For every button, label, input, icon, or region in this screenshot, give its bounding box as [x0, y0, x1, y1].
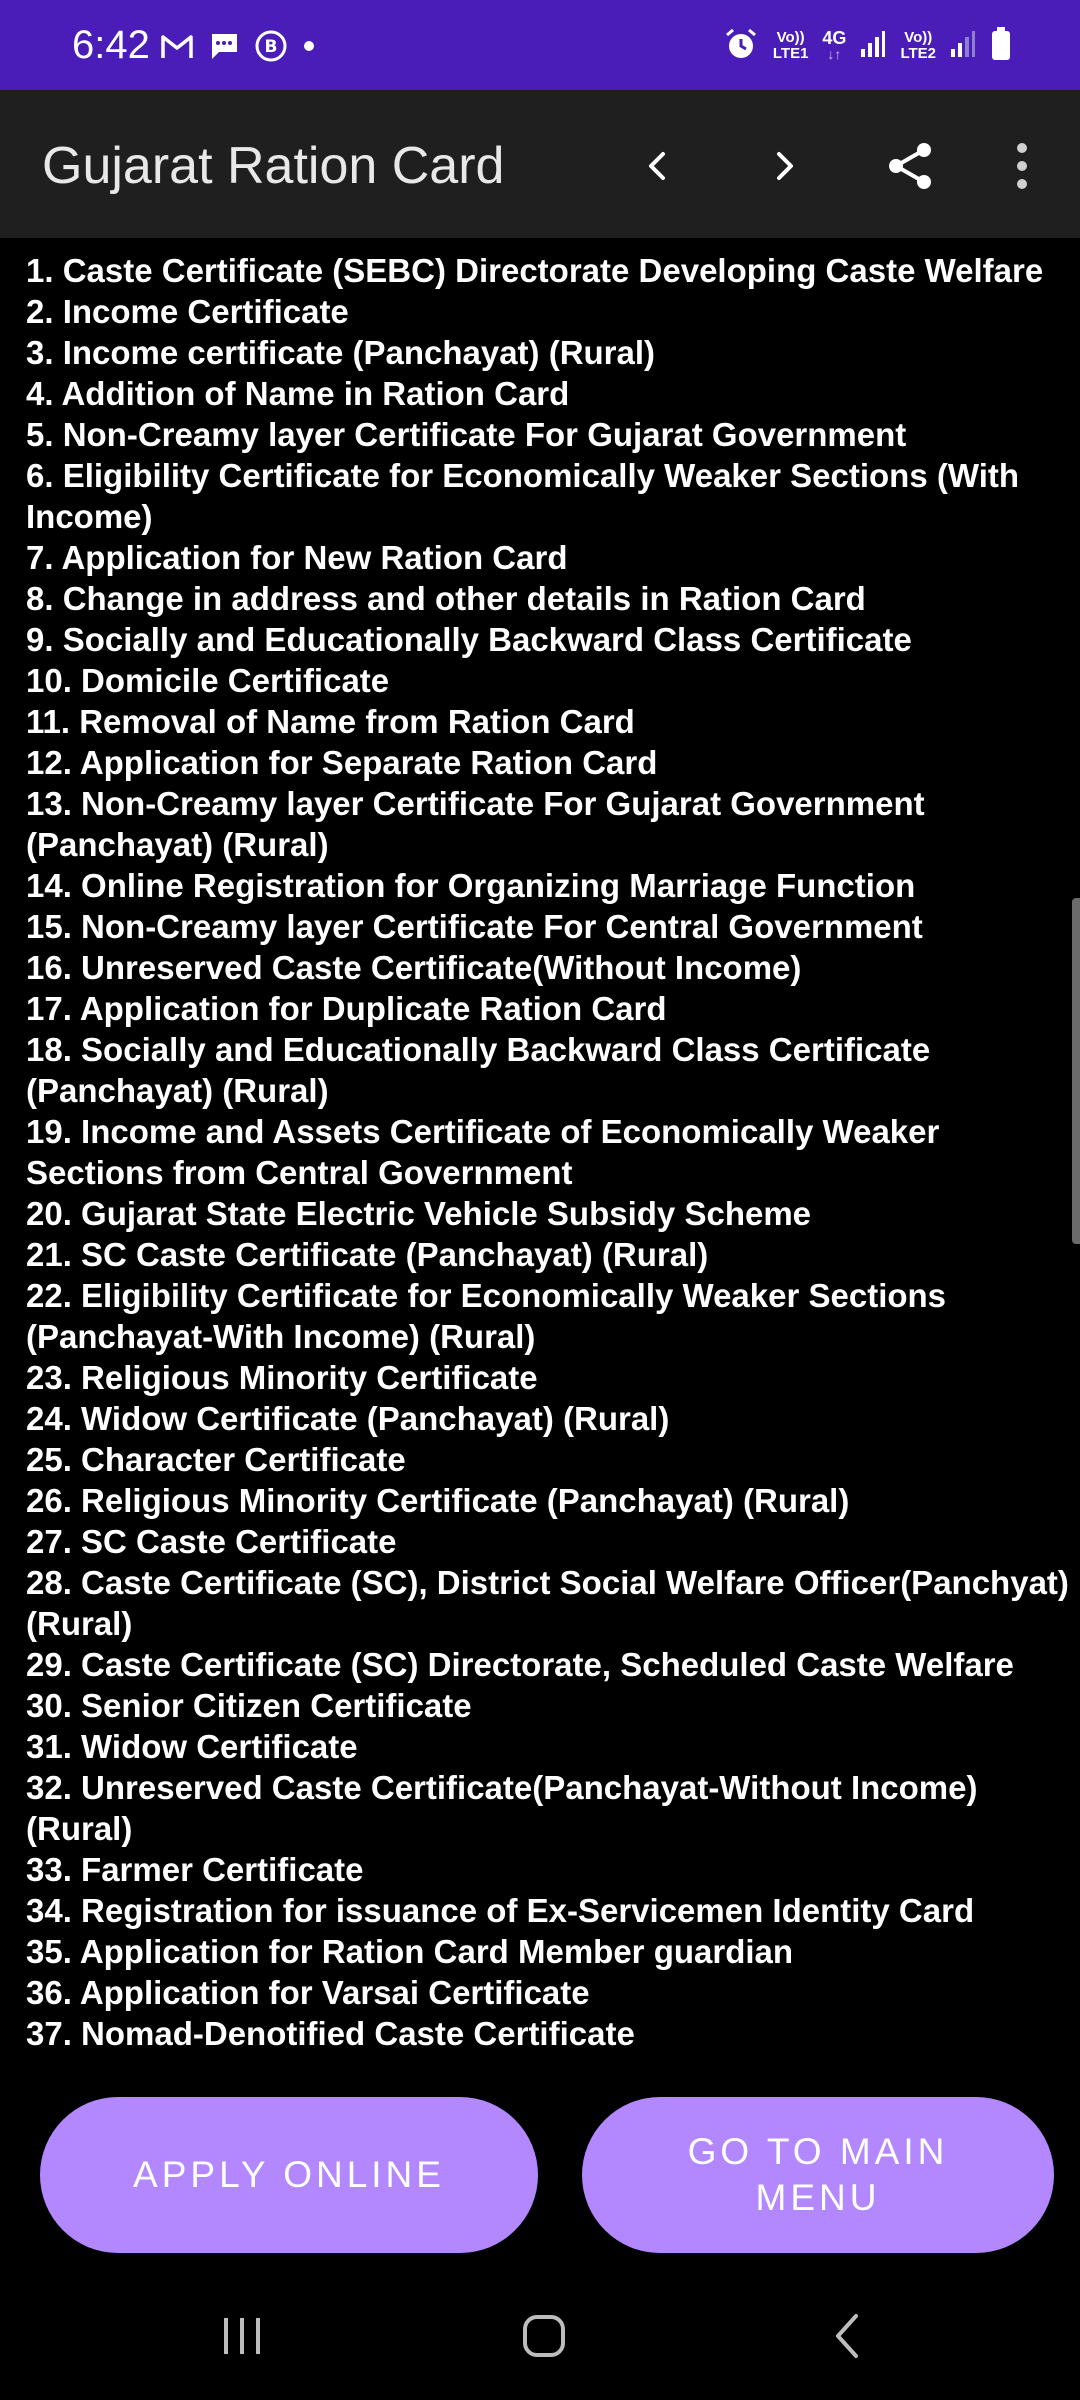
certificate-item: 18. Socially and Educationally Backward Class Certificate (Panchayat) (Rural): [26, 1031, 931, 1109]
certificate-item: 12. Application for Separate Ration Card: [26, 744, 658, 781]
certificate-item: 26. Religious Minority Certificate (Panchayat) (Rural): [26, 1482, 850, 1519]
certificate-item: 17. Application for Duplicate Ration Card: [26, 990, 667, 1027]
back-icon: [828, 2312, 868, 2360]
apply-online-button[interactable]: APPLY ONLINE: [40, 2097, 538, 2253]
certificate-item: 3. Income certificate (Panchayat) (Rural): [26, 334, 656, 371]
status-bar: [0, 0, 1080, 90]
certificate-list: [0, 238, 1080, 2054]
certificate-item: 10. Domicile Certificate: [26, 662, 390, 699]
home-button[interactable]: [504, 2296, 584, 2376]
back-button[interactable]: [808, 2296, 888, 2376]
more-vert-icon: [1012, 140, 1032, 192]
svg-text:B: B: [264, 36, 278, 57]
sim1-volte-top: Vo)): [776, 29, 805, 46]
sim2-volte-label: [900, 30, 936, 62]
certificate-item: 21. SC Caste Certificate (Panchayat) (Rural): [26, 1236, 709, 1273]
notification-icons: [160, 30, 316, 66]
certificate-item: 5. Non-Creamy layer Certificate For Gujarat Government: [26, 416, 907, 453]
page-title: Gujarat Ration Card: [42, 137, 505, 195]
certificate-item: 14. Online Registration for Organizing Marriage Function: [26, 867, 916, 904]
signal-icon-sim1: [860, 29, 886, 64]
certificate-item: 33. Farmer Certificate: [26, 1851, 364, 1888]
home-icon: [520, 2312, 568, 2360]
certificate-item: 30. Senior Citizen Certificate: [26, 1687, 472, 1724]
certificate-item: 11. Removal of Name from Ration Card: [26, 703, 635, 740]
data-arrows-icon: ↓↑: [827, 46, 842, 62]
share-icon: [882, 138, 938, 194]
certificate-item: 29. Caste Certificate (SC) Directorate, Scheduled Caste Welfare: [26, 1646, 1014, 1683]
sim2-volte-bottom: LTE2: [900, 45, 936, 62]
scrollbar[interactable]: [1072, 898, 1080, 1244]
certificate-item: 37. Nomad-Denotified Caste Certificate: [26, 2015, 635, 2052]
battery-icon: [990, 26, 1012, 67]
signal-icon-sim2: [950, 29, 976, 64]
b-badge-icon: [254, 29, 288, 68]
certificate-item: 20. Gujarat State Electric Vehicle Subsidy Scheme: [26, 1195, 812, 1232]
alarm-icon: [723, 26, 759, 67]
gmail-icon: [160, 32, 194, 65]
certificate-item: 16. Unreserved Caste Certificate(Without Income): [26, 949, 802, 986]
certificate-item: 15. Non-Creamy layer Certificate For Central Government: [26, 908, 923, 945]
certificate-item: 23. Religious Minority Certificate: [26, 1359, 538, 1396]
chevron-left-icon: [638, 146, 678, 186]
network-generation: [822, 30, 846, 62]
app-bar: [0, 90, 1080, 238]
certificate-item: 34. Registration for issuance of Ex-Servicemen Identity Card: [26, 1892, 975, 1929]
certificate-item: 19. Income and Assets Certificate of Economically Weaker Sections from Central Government: [26, 1113, 940, 1191]
navigation-bar: [0, 2266, 1080, 2400]
sim1-volte-bottom: LTE1: [772, 45, 809, 62]
system-icons: [723, 26, 1012, 66]
certificate-item: 1. Caste Certificate (SEBC) Directorate Developing Caste Welfare: [26, 252, 1044, 289]
sim2-volte-top: Vo)): [904, 29, 933, 46]
certificate-item: 22. Eligibility Certificate for Economically Weaker Sections (Panchayat-With Income) (Rural): [26, 1277, 947, 1355]
more-options-button[interactable]: [984, 128, 1060, 204]
go-to-main-menu-button[interactable]: GO TO MAIN MENU: [582, 2097, 1054, 2253]
certificate-item: 28. Caste Certificate (SC), District Social Welfare Officer(Panchyat) (Rural): [26, 1564, 1069, 1642]
certificate-item: 9. Socially and Educationally Backward Class Certificate: [26, 621, 912, 658]
share-button[interactable]: [872, 128, 948, 204]
message-icon: [208, 31, 240, 66]
certificate-item: 7. Application for New Ration Card: [26, 539, 568, 576]
certificate-item: 25. Character Certificate: [26, 1441, 406, 1478]
recent-apps-icon: [220, 2316, 264, 2356]
certificate-item: 8. Change in address and other details in Ration Card: [26, 580, 866, 617]
next-button[interactable]: [746, 128, 822, 204]
certificate-item: 27. SC Caste Certificate: [26, 1523, 397, 1560]
certificate-item: 4. Addition of Name in Ration Card: [26, 375, 570, 412]
recent-apps-button[interactable]: [202, 2296, 282, 2376]
certificate-item: 24. Widow Certificate (Panchayat) (Rural): [26, 1400, 670, 1437]
network-generation-label: 4G: [822, 28, 847, 48]
certificate-item: 35. Application for Ration Card Member guardian: [26, 1933, 794, 1970]
certificate-item: 13. Non-Creamy layer Certificate For Gujarat Government (Panchayat) (Rural): [26, 785, 925, 863]
certificate-item: 31. Widow Certificate: [26, 1728, 358, 1765]
certificate-item: 32. Unreserved Caste Certificate(Panchayat-Without Income) (Rural): [26, 1769, 978, 1847]
certificate-item: 2. Income Certificate: [26, 293, 349, 330]
certificate-list-container[interactable]: [0, 238, 1080, 2060]
previous-button[interactable]: [620, 128, 696, 204]
certificate-item: 36. Application for Varsai Certificate: [26, 1974, 590, 2011]
certificate-item: 6. Eligibility Certificate for Economically Weaker Sections (With Income): [26, 457, 1020, 535]
sim1-volte-label: [773, 30, 809, 62]
dot-icon: [302, 39, 316, 58]
chevron-right-icon: [764, 146, 804, 186]
status-time: 6:42: [72, 23, 150, 67]
